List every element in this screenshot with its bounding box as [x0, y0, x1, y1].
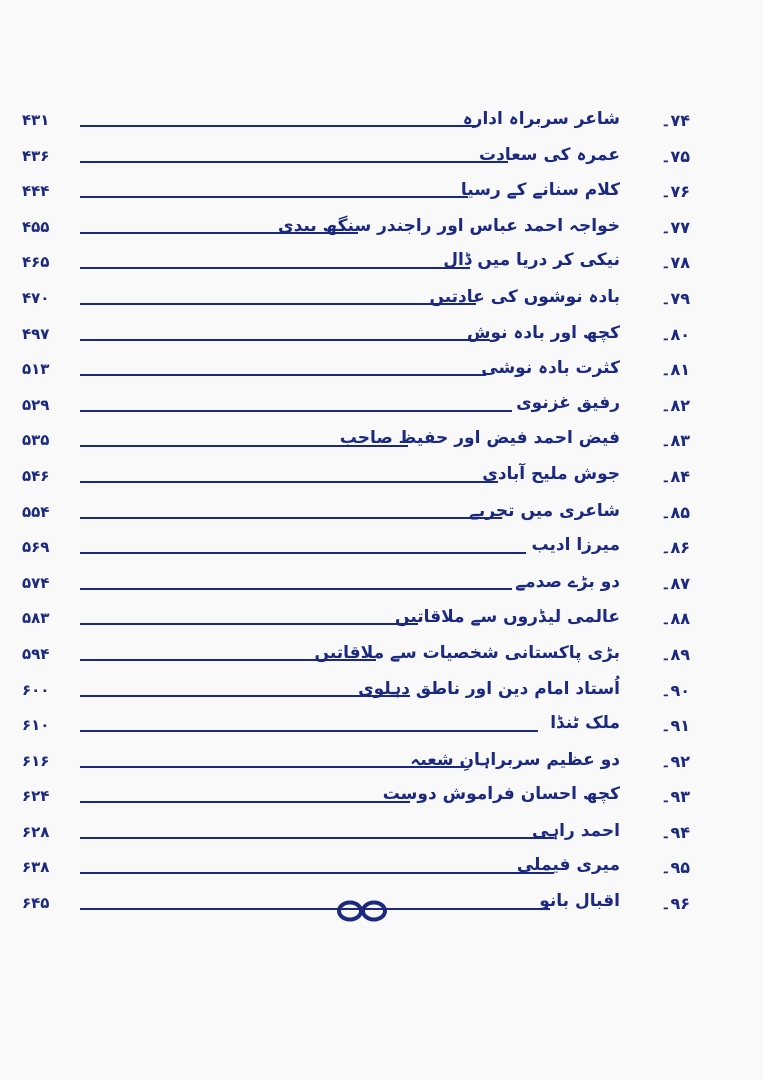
toc-row	[22, 639, 690, 675]
toc-entry-number: ۹۰۔	[661, 680, 690, 700]
toc-row	[22, 105, 690, 141]
toc-entry-number: ۹۱۔	[661, 716, 690, 736]
dotted-leader	[80, 517, 502, 519]
toc-page-number: ۵۵۴	[22, 502, 50, 521]
toc-title: کلام سنانے کے رسیا	[460, 180, 620, 201]
toc-row	[22, 212, 690, 248]
toc-title: نیکی کر دریا میں ڈال	[443, 250, 620, 271]
toc-entry-number: ۸۴۔	[661, 466, 690, 486]
toc-title: کچھ احسان فراموش دوست	[382, 784, 620, 805]
dotted-leader	[80, 267, 470, 269]
toc-entry-number: ۹۶۔	[661, 894, 690, 914]
toc-page-number: ۶۰۰	[22, 680, 50, 699]
toc-title: میرزا ادیب	[531, 535, 620, 556]
toc-page-number: ۶۳۸	[22, 858, 50, 877]
dotted-leader	[80, 623, 418, 625]
toc-entry-number: ۷۴۔	[661, 111, 690, 130]
dotted-leader	[80, 730, 538, 732]
toc-title: رفیق غزنوی	[516, 392, 620, 413]
toc-entry-number: ۸۰۔	[661, 324, 690, 344]
toc-row	[22, 354, 690, 390]
dotted-leader	[80, 374, 486, 376]
dotted-leader	[80, 872, 554, 874]
toc-page-number: ۴۵۵	[22, 217, 50, 236]
toc-entry-number: ۸۹۔	[661, 644, 690, 664]
toc-title: عمرہ کی سعادت	[479, 144, 620, 165]
dotted-leader	[80, 303, 476, 305]
dotted-leader	[80, 588, 512, 590]
double-loop-ornament-icon	[336, 899, 388, 923]
toc-row	[22, 390, 690, 426]
toc-list	[22, 105, 690, 924]
toc-entry-number: ۸۳۔	[661, 431, 690, 451]
toc-page-number: ۵۳۵	[22, 431, 50, 450]
toc-row	[22, 675, 690, 711]
toc-title: میری فیملی	[516, 855, 620, 876]
toc-entry-number: ۹۳۔	[661, 787, 690, 807]
toc-row	[22, 141, 690, 177]
toc-page-number: ۶۱۶	[22, 751, 50, 770]
toc-page-number: ۵۹۴	[22, 644, 50, 663]
toc-page-number: ۴۳۶	[22, 146, 50, 165]
toc-title: فیض احمد فیض اور حفیظ صاحب	[339, 428, 620, 449]
toc-row	[22, 603, 690, 639]
toc-entry-number: ۷۵۔	[661, 146, 690, 166]
dotted-leader	[80, 837, 554, 839]
toc-title: ملک ٹنڈا	[550, 713, 620, 734]
toc-page-number: ۴۴۴	[22, 182, 50, 201]
toc-title: خواجہ احمد عباس اور راجندر سنگھ بیدی	[278, 215, 620, 236]
toc-entry-number: ۸۵۔	[661, 502, 690, 522]
toc-row	[22, 817, 690, 853]
dotted-leader	[80, 196, 468, 198]
toc-page-number: ۵۶۹	[22, 538, 50, 557]
toc-entry-number: ۸۷۔	[661, 573, 690, 593]
toc-title: اقبال بانو	[539, 891, 620, 912]
toc-page-number: ۴۳۱	[22, 111, 50, 129]
dotted-leader	[80, 481, 498, 483]
toc-row	[22, 497, 690, 533]
toc-page-number: ۶۲۴	[22, 787, 50, 806]
toc-entry-number: ۹۲۔	[661, 751, 690, 771]
toc-row	[22, 461, 690, 497]
toc-entry-number: ۸۸۔	[661, 609, 690, 629]
dotted-leader	[80, 908, 550, 910]
toc-page-number: ۵۱۳	[22, 360, 50, 379]
dotted-leader	[80, 410, 512, 412]
dotted-leader	[80, 801, 410, 803]
toc-title: بادہ نوشوں کی عادتیں	[429, 286, 620, 307]
toc-page-number: ۴۷۰	[22, 288, 50, 307]
dotted-leader	[80, 552, 526, 554]
toc-row	[22, 710, 690, 746]
toc-title: شاعری میں تجربے	[468, 500, 620, 521]
toc-page-number: ۴۶۵	[22, 253, 50, 272]
toc-page-number: ۵۷۴	[22, 573, 50, 592]
toc-row	[22, 852, 690, 888]
dotted-leader	[80, 766, 466, 768]
toc-page-number: ۵۴۶	[22, 466, 50, 485]
toc-title: کچھ اور بادہ نوش	[467, 322, 620, 343]
toc-entry-number: ۹۴۔	[661, 822, 690, 842]
toc-entry-number: ۸۲۔	[661, 395, 690, 415]
dotted-leader	[80, 125, 478, 127]
toc-entry-number: ۷۷۔	[661, 217, 690, 237]
toc-entry-number: ۸۶۔	[661, 538, 690, 558]
toc-row	[22, 283, 690, 319]
dotted-leader	[80, 161, 508, 163]
toc-row	[22, 247, 690, 283]
toc-title: دو بڑے صدمے	[515, 571, 620, 592]
toc-title: کثرت بادہ نوشی	[481, 358, 620, 379]
toc-row	[22, 568, 690, 604]
toc-row	[22, 319, 690, 355]
toc-entry-number: ۹۵۔	[661, 858, 690, 878]
toc-title: جوش ملیح آبادی	[482, 463, 620, 484]
toc-row	[22, 176, 690, 212]
toc-page-number: ۶۲۸	[22, 822, 50, 841]
toc-row	[22, 425, 690, 461]
toc-entry-number: ۸۱۔	[661, 360, 690, 380]
toc-title: بڑی پاکستانی شخصیات سے ملاقاتیں	[314, 642, 620, 663]
toc-page-number: ۴۹۷	[22, 324, 50, 343]
toc-row	[22, 746, 690, 782]
toc-title: شاعر سربراہ ادارہ	[462, 109, 620, 129]
toc-entry-number: ۷۹۔	[661, 288, 690, 308]
toc-title: دو عظیم سربراہانِ شعبہ	[410, 749, 620, 770]
toc-page-number: ۵۸۳	[22, 609, 50, 628]
dotted-leader	[80, 339, 490, 341]
toc-row	[22, 781, 690, 817]
toc-page-number: ۵۲۹	[22, 395, 50, 414]
toc-row	[22, 532, 690, 568]
toc-title: عالمی لیڈروں سے ملاقاتیں	[395, 607, 620, 628]
toc-entry-number: ۷۸۔	[661, 253, 690, 273]
toc-entry-number: ۷۶۔	[661, 182, 690, 202]
toc-title: اُستاد امام دین اور ناطق دہلوی	[358, 678, 620, 699]
toc-page-number: ۶۴۵	[22, 894, 50, 913]
toc-page-number: ۶۱۰	[22, 716, 50, 735]
toc-title: احمد راہی	[532, 820, 620, 841]
